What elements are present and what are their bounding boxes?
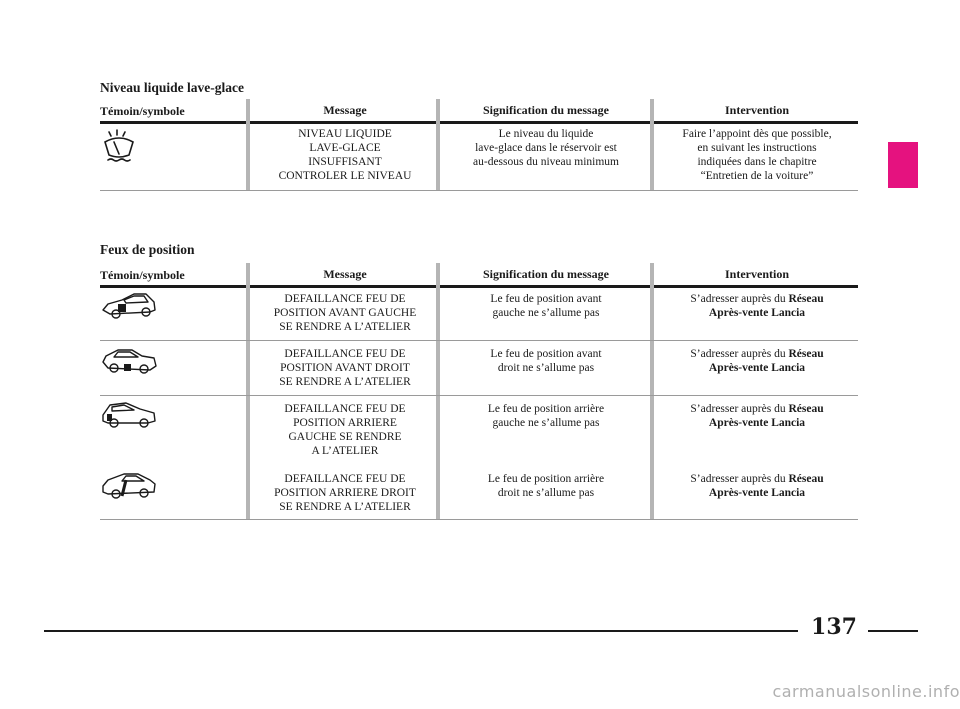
action-cell: Faire l’appoint dès que possible, en suivant les instructions indiquées dans le chapitre “Entretien de la voiture” [682,128,832,182]
action-cell: S’adresser auprès du Réseau Après-vente Lancia [690,293,824,319]
header-meaning: Signification du message [482,267,609,281]
column-divider [246,99,250,191]
car-front-right-lamp-icon [100,346,158,376]
header-rule [100,121,858,124]
meaning-cell: Le niveau du liquide lave-glace dans le réservoir est au-dessous du niveau minimum [473,128,619,168]
column-divider [436,263,440,519]
page-number: 137 [811,614,857,640]
header-message: Message [323,267,367,281]
meaning-cell: Le feu de position avant gauche ne s’allume pas [490,293,602,319]
row-divider [100,340,858,341]
message-cell: DEFAILLANCE FEU DE POSITION AVANT GAUCHE SE RENDRE A L’ATELIER [273,293,417,333]
footer-rule-right [868,630,918,632]
column-divider [246,263,250,519]
message-cell: NIVEAU LIQUIDE LAVE-GLACE INSUFFISANT CONTROLER LE NIVEAU [278,128,412,182]
section-title-washer: Niveau liquide lave-glace [100,80,244,95]
header-action: Intervention [725,103,789,117]
row-divider [100,519,858,520]
section-title-position-lamps: Feux de position [100,242,195,257]
message-cell: DEFAILLANCE FEU DE POSITION ARRIERE GAUCHE SE RENDRE A L’ATELIER [284,403,406,457]
chapter-tab-marker [888,142,918,188]
column-divider [650,99,654,191]
action-cell: S’adresser auprès du Réseau Après-vente Lancia [690,473,824,499]
header-meaning: Signification du message [482,103,609,117]
car-rear-left-lamp-icon [100,401,158,431]
car-rear-right-lamp-icon [100,470,158,500]
meaning-cell: Le feu de position arrière gauche ne s’allume pas [487,403,605,429]
car-front-left-lamp-icon [100,292,158,322]
row-divider [100,190,858,191]
column-divider [650,263,654,519]
row-divider [100,395,858,396]
meaning-cell: Le feu de position avant droit ne s’allume pas [490,348,602,374]
action-cell: S’adresser auprès du Réseau Après-vente Lancia [690,348,824,374]
header-symbol: Témoin/symbole [100,268,185,282]
header-message: Message [323,103,367,117]
watermark: carmanualsonline.info [772,682,960,701]
message-cell: DEFAILLANCE FEU DE POSITION AVANT DROIT SE RENDRE A L’ATELIER [279,348,411,388]
column-divider [436,99,440,191]
action-cell: S’adresser auprès du Réseau Après-vente Lancia [690,403,824,429]
header-rule [100,285,858,288]
washer-fluid-icon [102,128,136,164]
header-action: Intervention [725,267,789,281]
message-cell: DEFAILLANCE FEU DE POSITION ARRIERE DROIT SE RENDRE A L’ATELIER [274,473,416,513]
footer-rule-left [44,630,798,632]
meaning-cell: Le feu de position arrière droit ne s’allume pas [487,473,605,499]
header-symbol: Témoin/symbole [100,104,185,118]
